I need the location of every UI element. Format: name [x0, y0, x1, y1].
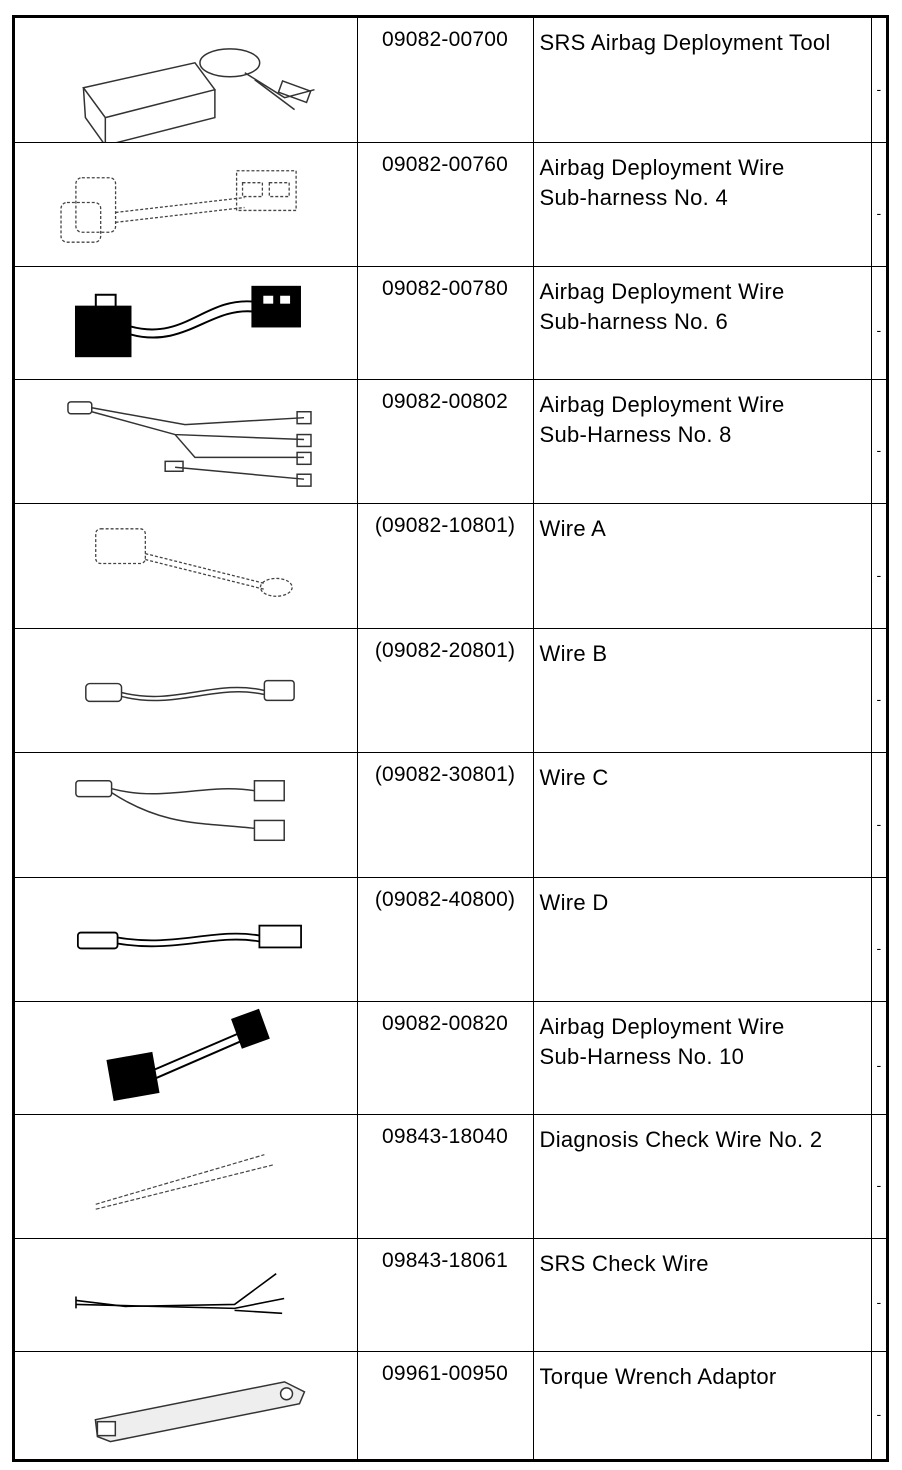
tool-illustration-cell	[15, 266, 357, 379]
sub-harness-10-icon	[15, 1002, 357, 1114]
note-column	[871, 379, 886, 503]
tool-name-line: Wire A	[539, 515, 607, 541]
note-mark: -	[876, 1177, 882, 1194]
tool-name-line: Sub-harness No. 4	[539, 184, 729, 210]
wire-a-icon	[15, 504, 357, 628]
tool-row	[15, 503, 886, 628]
tool-name-line: Airbag Deployment Wire	[539, 278, 785, 304]
tool-row	[15, 628, 886, 752]
part-number: (09082-10801)	[357, 503, 533, 628]
part-number: 09843-18040	[357, 1114, 533, 1238]
tool-illustration-cell	[15, 1238, 357, 1351]
note-column	[871, 266, 886, 379]
part-number: 09082-00760	[357, 142, 533, 266]
note-column	[871, 628, 886, 752]
note-column	[871, 752, 886, 877]
tool-illustration-cell	[15, 752, 357, 877]
note-mark: -	[876, 691, 882, 708]
wire-d-icon	[15, 878, 357, 1001]
tool-name-line: Torque Wrench Adaptor	[539, 1363, 777, 1389]
note-column	[871, 142, 886, 266]
note-column	[871, 1238, 886, 1351]
note-column	[871, 1351, 886, 1462]
tool-name-line: Airbag Deployment Wire	[539, 1013, 785, 1039]
tool-illustration-cell	[15, 379, 357, 503]
tool-name	[533, 752, 871, 877]
tool-name-line: Airbag Deployment Wire	[539, 154, 785, 180]
tool-row	[15, 18, 886, 142]
part-number: (09082-20801)	[357, 628, 533, 752]
tool-name-line: Sub-Harness No. 10	[539, 1043, 745, 1069]
tool-name	[533, 628, 871, 752]
note-mark: -	[876, 1294, 882, 1311]
note-mark: -	[876, 442, 882, 459]
srs-check-wire-icon	[15, 1239, 357, 1351]
part-number: 09843-18061	[357, 1238, 533, 1351]
note-mark: -	[876, 1406, 882, 1423]
tool-row	[15, 1351, 886, 1462]
tool-row	[15, 877, 886, 1001]
tool-name-line: Sub-Harness No. 8	[539, 421, 732, 447]
part-number: 09082-00780	[357, 266, 533, 379]
tool-illustration-cell	[15, 877, 357, 1001]
tool-table-frame	[12, 15, 889, 1462]
deployment-tool-icon	[15, 18, 357, 142]
note-column	[871, 1001, 886, 1114]
tool-name	[533, 1238, 871, 1351]
tool-row	[15, 1114, 886, 1238]
tool-name	[533, 503, 871, 628]
diagnosis-check-wire-icon	[15, 1115, 357, 1238]
part-number: (09082-30801)	[357, 752, 533, 877]
tool-illustration-cell	[15, 142, 357, 266]
sub-harness-4-icon	[15, 143, 357, 266]
tool-name	[533, 18, 871, 142]
tool-illustration-cell	[15, 503, 357, 628]
tool-name	[533, 877, 871, 1001]
tool-table	[15, 18, 886, 1462]
tool-illustration-cell	[15, 1351, 357, 1462]
note-column	[871, 503, 886, 628]
tool-name	[533, 1114, 871, 1238]
sub-harness-8-icon	[15, 380, 357, 503]
wire-c-icon	[15, 753, 357, 877]
tool-name-line: Wire C	[539, 764, 609, 790]
note-mark: -	[876, 566, 882, 583]
tool-name-line: Diagnosis Check Wire No. 2	[539, 1126, 823, 1152]
tool-row	[15, 379, 886, 503]
tool-row	[15, 752, 886, 877]
tool-name	[533, 379, 871, 503]
torque-wrench-adaptor-icon	[15, 1352, 357, 1463]
tool-illustration-cell	[15, 18, 357, 142]
tool-name-line: Sub-harness No. 6	[539, 308, 729, 334]
tool-name	[533, 1351, 871, 1462]
note-mark: -	[876, 81, 882, 98]
tool-name	[533, 266, 871, 379]
note-mark: -	[876, 322, 882, 339]
tool-name	[533, 142, 871, 266]
tool-illustration-cell	[15, 1001, 357, 1114]
tool-name-line: SRS Check Wire	[539, 1250, 709, 1276]
tool-name-line: Airbag Deployment Wire	[539, 391, 785, 417]
tool-row	[15, 142, 886, 266]
tool-row	[15, 1001, 886, 1114]
note-column	[871, 877, 886, 1001]
tool-name-line: SRS Airbag Deployment Tool	[539, 30, 831, 55]
part-number: 09082-00820	[357, 1001, 533, 1114]
note-mark: -	[876, 815, 882, 832]
tool-name-line: Wire D	[539, 889, 609, 915]
part-number: 09082-00802	[357, 379, 533, 503]
tool-name	[533, 1001, 871, 1114]
note-mark: -	[876, 940, 882, 957]
sub-harness-6-icon	[15, 267, 357, 379]
note-column	[871, 1114, 886, 1238]
note-mark: -	[876, 205, 882, 222]
part-number: 09961-00950	[357, 1351, 533, 1462]
part-number: 09082-00700	[357, 18, 533, 142]
tool-illustration-cell	[15, 1114, 357, 1238]
note-column	[871, 18, 886, 142]
tool-row	[15, 1238, 886, 1351]
tool-name-line: Wire B	[539, 640, 608, 666]
part-number: (09082-40800)	[357, 877, 533, 1001]
wire-b-icon	[15, 629, 357, 752]
tool-row	[15, 266, 886, 379]
tool-illustration-cell	[15, 628, 357, 752]
note-mark: -	[876, 1057, 882, 1074]
